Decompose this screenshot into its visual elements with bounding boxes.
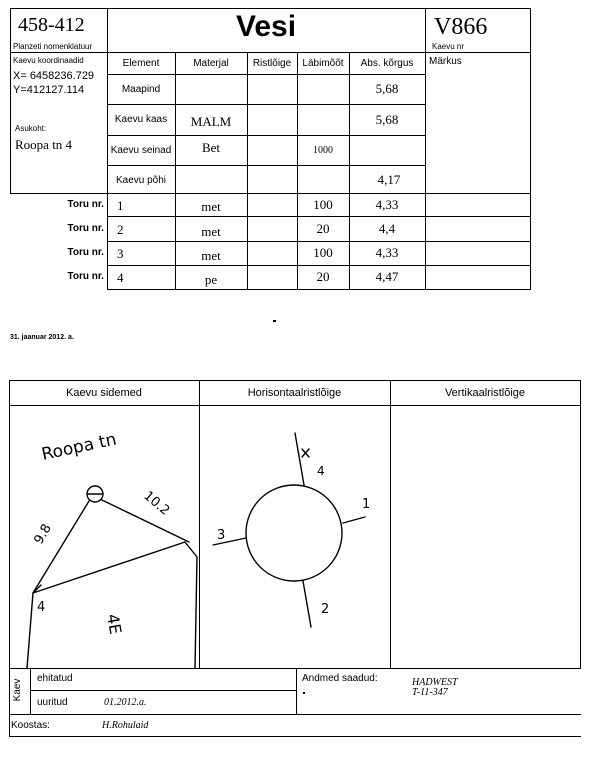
col-header-notes: Märkus — [429, 56, 462, 67]
section-title-vertical: Vertikaalristlõige — [444, 387, 526, 399]
pipe-nr: 3 — [117, 246, 124, 261]
horizontal-section-sketch — [199, 405, 390, 668]
data-from-dot — [303, 692, 305, 694]
pipe-height: 4,47 — [375, 269, 399, 284]
pipe-label-1: 1 — [362, 497, 371, 512]
pipe-label-4: 4 — [317, 464, 325, 478]
coords-label: Kaevu koordinaadid — [13, 56, 84, 65]
col-header-cross-section: Ristlõige — [252, 57, 292, 69]
scan-dot — [273, 320, 276, 322]
coord-x: X= 6458236.729 — [13, 70, 95, 82]
pipe-height: 4,33 — [375, 197, 399, 212]
well-circle — [246, 485, 342, 581]
pipe-nr: 2 — [117, 222, 124, 237]
connections-sketch — [9, 405, 199, 668]
location-value: Roopa tn 4 — [15, 137, 73, 152]
coord-y: Y=412127.114 — [13, 84, 85, 96]
pipe-nr: 4 — [117, 270, 124, 285]
pipe-material: met — [201, 248, 221, 263]
row-element: Kaevu seinad — [110, 144, 172, 156]
author-value: H.Rohulaid — [102, 720, 149, 731]
surveyed-label: uuritud — [37, 697, 68, 708]
pipe-height: 4,33 — [375, 245, 399, 260]
section-title-connections: Kaevu sidemed — [66, 387, 142, 399]
data-from-ref: T-11-347 — [412, 687, 448, 698]
col-header-diameter: Läbimõõt — [302, 57, 344, 69]
pipe-material: pe — [204, 272, 218, 287]
pipe-label: Toru nr. — [67, 199, 104, 210]
row-element: Kaevu põhi — [115, 174, 167, 186]
author-label: Koostas: — [11, 720, 50, 731]
date-stamp: 31. jaanuar 2012. a. — [10, 334, 74, 341]
col-header-abs-height: Abs. kõrgus — [360, 57, 414, 69]
location-label: Asukoht: — [15, 124, 47, 133]
row-height: 5,68 — [375, 111, 399, 127]
col-header-element: Element — [122, 57, 160, 69]
house-mark: 4E — [103, 612, 126, 636]
pipe-label: Toru nr. — [67, 223, 104, 234]
distance-left: 9.8 — [31, 521, 55, 547]
nomenclature-label: Planzeti nomenklatuur — [13, 42, 93, 51]
pipe-label-2: 2 — [321, 602, 330, 617]
pipe-diameter: 20 — [316, 221, 330, 236]
built-label: ehitatud — [37, 673, 73, 684]
row-diameter: 1000 — [313, 144, 333, 156]
data-from-label: Andmed saadud: — [302, 673, 378, 684]
col-header-material: Materjal — [193, 57, 229, 69]
pipe-material: met — [201, 199, 221, 214]
pipe-diameter: 100 — [313, 245, 333, 260]
distance-right: 10.2 — [140, 488, 173, 519]
surveyed-value: 01.2012.a. — [104, 697, 147, 708]
section-title-horizontal: Horisontaalristlõige — [247, 387, 342, 399]
pipe-material: met — [201, 224, 221, 239]
pipe-label: Toru nr. — [67, 271, 104, 282]
street-label: Roopa tn — [39, 429, 119, 465]
well-number: V866 — [434, 14, 488, 40]
data-from-value: HADWEST — [412, 677, 458, 688]
row-height: 5,68 — [375, 81, 399, 96]
pipe-diameter: 100 — [313, 197, 333, 212]
corner-mark: 4 — [37, 600, 46, 615]
well-number-label: Kaevu nr — [432, 42, 465, 51]
row-material: Bet — [201, 140, 221, 155]
pipe-label: Toru nr. — [67, 247, 104, 258]
pipe-nr: 1 — [117, 198, 124, 213]
row-element: Kaevu kaas — [114, 114, 168, 125]
footer-side-label: Kaev — [12, 678, 23, 702]
row-element: Maapind — [121, 83, 161, 95]
page-title: Vesi — [235, 10, 297, 43]
row-material: MALM — [190, 113, 232, 129]
pipe-diameter: 20 — [316, 269, 330, 284]
pipe-height: 4,4 — [378, 221, 396, 236]
nomenclature-number: 458-412 — [18, 14, 85, 36]
row-height: 4,17 — [377, 172, 401, 187]
pipe-label-3: 3 — [217, 528, 226, 543]
